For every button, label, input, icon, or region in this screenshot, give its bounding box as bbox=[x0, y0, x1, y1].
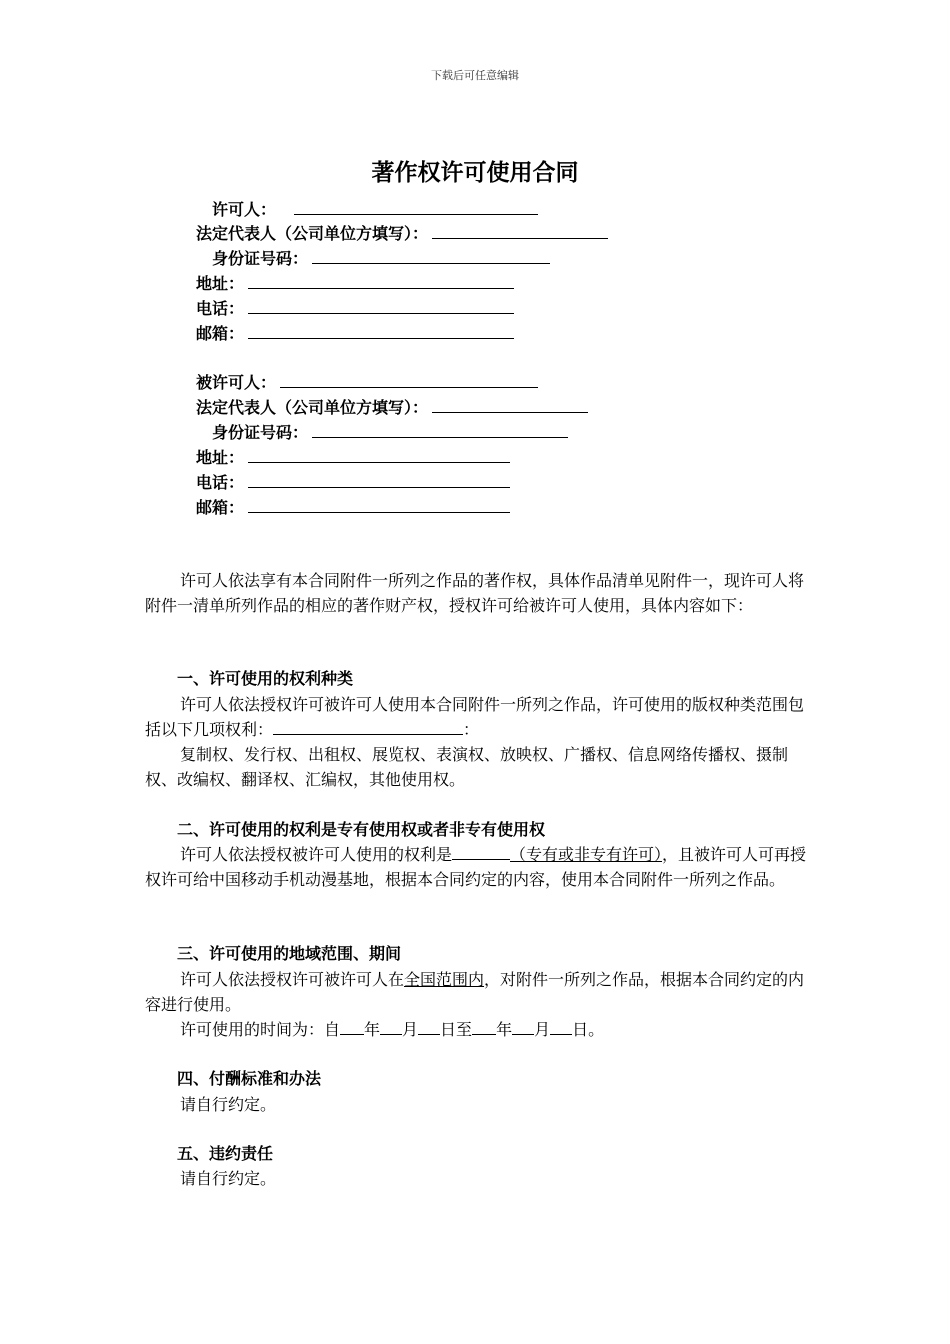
section-1-text-after: ： bbox=[463, 720, 480, 739]
licensee-phone-label: 电话： bbox=[196, 473, 245, 492]
licensee-rep-field bbox=[196, 395, 588, 419]
licensee-rep-label: 法定代表人（公司单位方填写）： bbox=[196, 398, 429, 417]
section-3-paragraph-2 bbox=[145, 1017, 807, 1042]
section-1-heading: 一、许可使用的权利种类 bbox=[177, 669, 354, 688]
licensee-phone-field bbox=[196, 470, 510, 494]
section-3-text-before: 许可人依法授权许可被许可人在 bbox=[180, 970, 405, 989]
section-2-underlined-text: （专有或非专有许可） bbox=[510, 845, 663, 864]
licensee-id-field bbox=[212, 420, 568, 444]
section-3-text-after: ，对附件一所列之作品，根据本合同约定的内容进行使用。 bbox=[145, 970, 805, 1014]
section-3-paragraph-1 bbox=[145, 967, 807, 1017]
section-2-heading: 二、许可使用的权利是专有使用权或者非专有使用权 bbox=[177, 820, 546, 839]
document-title: 著作权许可使用合同 bbox=[371, 160, 579, 186]
end-month-blank[interactable] bbox=[512, 1017, 534, 1035]
licensor-rep-blank[interactable] bbox=[432, 221, 608, 239]
licensee-address-field bbox=[196, 445, 510, 469]
licensor-rep-label: 法定代表人（公司单位方填写）： bbox=[196, 224, 429, 243]
section-5-paragraph: 请自行约定。 bbox=[180, 1169, 277, 1188]
licensee-email-label: 邮箱： bbox=[196, 498, 245, 517]
licensor-email-label: 邮箱： bbox=[196, 324, 245, 343]
licensor-id-blank[interactable] bbox=[312, 246, 550, 264]
licensee-name-label: 被许可人： bbox=[196, 373, 277, 392]
section-5-heading: 五、违约责任 bbox=[177, 1144, 274, 1163]
licensee-address-blank[interactable] bbox=[248, 445, 510, 463]
licensee-email-blank[interactable] bbox=[248, 495, 510, 513]
section-1-paragraph-1 bbox=[145, 692, 807, 742]
section-2-paragraph bbox=[145, 842, 807, 892]
header-note: 下载后可任意编辑 bbox=[431, 69, 519, 82]
end-day-blank[interactable] bbox=[550, 1017, 572, 1035]
licensee-name-blank[interactable] bbox=[280, 370, 538, 388]
month-label-2: 月 bbox=[534, 1020, 551, 1039]
licensor-address-field bbox=[196, 271, 514, 295]
section-2-text-before: 许可人依法授权被许可人使用的权利是 bbox=[180, 845, 453, 864]
intro-paragraph: 许可人依法享有本合同附件一所列之作品的著作权，具体作品清单见附件一，现许可人将附件一清单所列作品的相应的著作财产权，授权许可给被许可人使用，具体内容如下： bbox=[145, 571, 805, 615]
licensor-name-field bbox=[212, 197, 538, 221]
year-label-2: 年 bbox=[496, 1020, 513, 1039]
section-1-rights-blank[interactable] bbox=[273, 717, 463, 735]
start-year-blank[interactable] bbox=[340, 1017, 364, 1035]
licensor-email-blank[interactable] bbox=[248, 321, 514, 339]
licensor-phone-blank[interactable] bbox=[248, 296, 514, 314]
licensee-id-label: 身份证号码： bbox=[212, 423, 309, 442]
section-4-paragraph: 请自行约定。 bbox=[180, 1095, 277, 1114]
licensor-address-label: 地址： bbox=[196, 274, 245, 293]
licensor-phone-label: 电话： bbox=[196, 299, 245, 318]
section-2-right-blank[interactable] bbox=[452, 842, 510, 860]
licensor-rep-field bbox=[196, 221, 608, 245]
section-2-text-after: ，且被许可人可再授权许可给中国移动手机动漫基地，根据本合同约定的内容，使用本合同附件一所列之作品。 bbox=[145, 845, 807, 889]
section-3-scope-underlined: 全国范围内 bbox=[404, 970, 485, 989]
day-to-label: 日至 bbox=[440, 1020, 473, 1039]
section-4-heading: 四、付酬标准和办法 bbox=[177, 1069, 322, 1088]
licensee-id-blank[interactable] bbox=[312, 420, 568, 438]
section-1-paragraph-2: 复制权、发行权、出租权、展览权、表演权、放映权、广播权、信息网络传播权、摄制权、改编权、翻译权、汇编权，其他使用权。 bbox=[145, 745, 789, 789]
licensee-name-field bbox=[196, 370, 538, 394]
licensee-phone-blank[interactable] bbox=[248, 470, 510, 488]
licensor-id-field bbox=[212, 246, 550, 270]
licensor-phone-field bbox=[196, 296, 514, 320]
day-end-label: 日。 bbox=[572, 1020, 605, 1039]
year-label-1: 年 bbox=[364, 1020, 381, 1039]
section-1-text-before: 许可人依法授权许可被许可人使用本合同附件一所列之作品，许可使用的版权种类范围包括以下几项权利： bbox=[145, 695, 805, 739]
period-prefix: 许可使用的时间为：自 bbox=[180, 1020, 341, 1039]
section-3-heading: 三、许可使用的地域范围、期间 bbox=[177, 944, 402, 963]
licensor-address-blank[interactable] bbox=[248, 271, 514, 289]
licensee-address-label: 地址： bbox=[196, 448, 245, 467]
licensor-id-label: 身份证号码： bbox=[212, 249, 309, 268]
start-month-blank[interactable] bbox=[380, 1017, 402, 1035]
licensor-name-blank[interactable] bbox=[294, 197, 538, 215]
licensor-name-label: 许可人： bbox=[212, 200, 277, 219]
licensee-email-field bbox=[196, 495, 510, 519]
end-year-blank[interactable] bbox=[472, 1017, 496, 1035]
month-label-1: 月 bbox=[402, 1020, 419, 1039]
licensee-rep-blank[interactable] bbox=[432, 395, 588, 413]
start-day-blank[interactable] bbox=[418, 1017, 440, 1035]
licensor-email-field bbox=[196, 321, 514, 345]
